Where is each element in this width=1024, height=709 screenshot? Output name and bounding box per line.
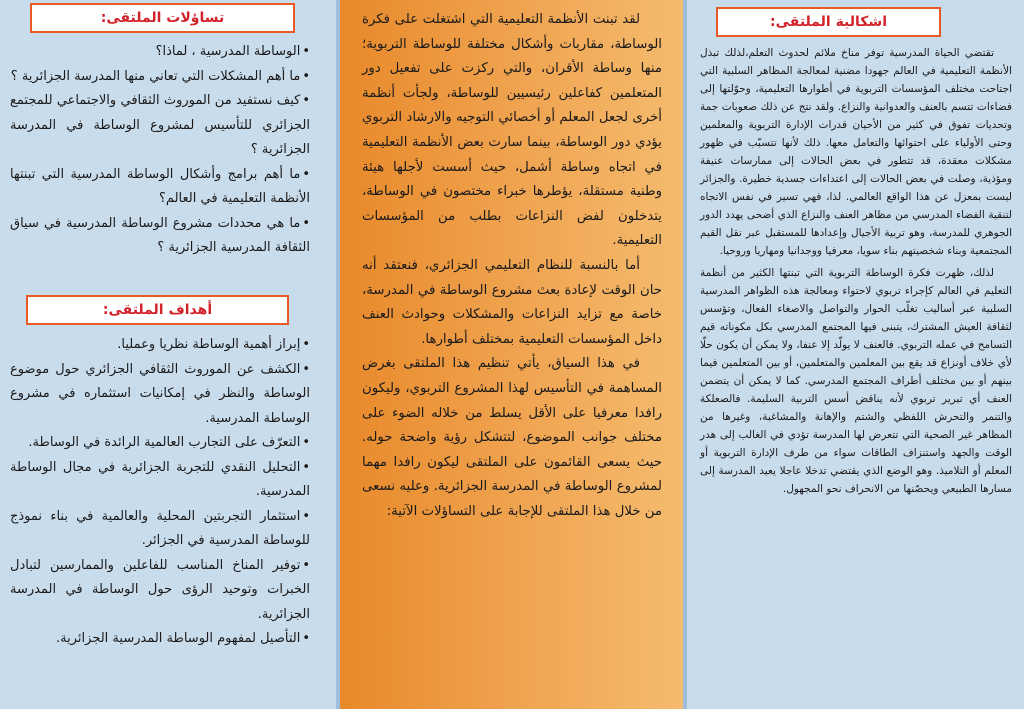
questions-title: تساؤلات الملتقى: [30,3,295,33]
goals-title: أهداف الملتقى: [26,295,289,325]
center-body [362,8,662,524]
center-paragraph: لقد تبنت الأنظمة التعليمية التي اشتغلت على فكرة الوساطة، مقاربات وأشكال مختلفة للوساطة التربوية؛ منها وساطة الأقران، والتي ركزت على تفعيل دور المتعلمين كفاعلين رئيسيين للوساطة، ولجأت أنظمة أخرى لجعل المعلم أو أخصائي التوجيه والارشاد التربوي يؤدي دور الوساطة، بينما سارت بعض الأنظمة التعليمية في اتجاه وساطة أشمل، حيث أسست لأجلها هيئة وطنية مستقلة، يؤطرها خبراء مختصون في الوساطة، يتدخلون لفض النزاعات بطلب من المؤسسات التعليمية. [362,12,662,249]
list-item: • كيف نستفيد من الموروث الثقافي والاجتماعي للمجتمع الجزائري للتأسيس لمشروع الوساطة في المدرسة الجزائرية ؟ [10,89,310,163]
problem-paragraph: لذلك، ظهرت فكرة الوساطة التربوية التي تبنتها الكثير من أنظمة التعليم في العالم كإجراء تربوي لاحتواء ومعالجة هذه الظواهر المدرسية السلبية عبر أساليب تغلّب الحوار والتواصل والاصغاء الفعال، وتؤسس لثقافة العيش المشترك، يتبنى فيها المجتمع المدرسي بكل مكوناته قيم التسامح في عمله التربوي. فالعنف لا يولّد إلا عنفا، ولا يمكن أن يكون حلّا لأي خلاف أونزاع قد يقع بين المعلمين والمتعلمين، أو بين المتعلمين فيما بينهم أو بين مختلف أطراف المجتمع المدرسي. كما لا يمكن أن يتضمن العنف أي تبرير تربوي لأنه يناقض أسس التربية السليمة. فالصعلكة والتنمر والتحرش اللفظي والشتم والإهانة والمشاغبة، وغيرها من المظاهر غير الصحية التي تتعرض لها المدرسة تؤدي في الغالب إلى هدر الوقت والجهد واستنزاف الطاقات سواء من طرف الإدارة التربوية أو المعلم أو التلاميذ. وهو الوضع الذي يقتضي تدخلا عاجلا يعيد المدرسة إلى مسارها الطبيعي ويحصّنها من الانحراف نحو المجهول. [700,267,1012,495]
list-item: • الوساطة المدرسية ، لماذا؟ [10,40,310,65]
list-item: • التأصيل لمفهوم الوساطة المدرسية الجزائرية. [10,627,310,652]
problem-title: اشكالية الملتقى: [716,7,941,37]
list-item: • ما أهم المشكلات التي تعاني منها المدرسة الجزائرية ؟ [10,65,310,90]
questions-list [10,40,310,261]
problem-body [700,44,1012,498]
list-item: • إبراز أهمية الوساطة نظريا وعمليا. [10,333,310,358]
list-item: • استثمار التجربتين المحلية والعالمية في بناء نموذج للوساطة المدرسية في الجزائر. [10,505,310,554]
center-paragraph: في هذا السياق، يأتي تنظيم هذا الملتقى بغرض المساهمة في التأسيس لهذا المشروع التربوي، وليكون رافدا معرفيا على الأقل يسلط من خلاله الضوء على مختلف جوانب الموضوع، لتتشكل رؤية واضحة حوله. حيث يسعى القائمون على الملتقى ليكون رافدا مهما لمشروع الوساطة في المدرسة الجزائرية. وعليه نسعى من خلال هذا الملتقى للإجابة على التساؤلات الآتية: [362,356,662,519]
center-paragraph: أما بالنسبة للنظام التعليمي الجزائري، فنعتقد أنه حان الوقت لإعادة بعث مشروع الوساطة في المدرسة، خاصة مع تزايد النزاعات والمشكلات وحوادث العنف داخل المؤسسات التعليمية بمختلف أطوارها. [362,257,662,347]
list-item: • توفير المناخ المناسب للفاعلين والممارسين لتبادل الخبرات وتوحيد الرؤى حول الوساطة في المدرسة الجزائرية. [10,554,310,628]
divider-right [683,0,687,709]
list-item: • التحليل النقدي للتجربة الجزائرية في مجال الوساطة المدرسية. [10,456,310,505]
goals-list [10,333,310,652]
list-item: • ما هي محددات مشروع الوساطة المدرسية في سياق الثقافة المدرسية الجزائرية ؟ [10,212,310,261]
list-item: • التعرّف على التجارب العالمية الرائدة في الوساطة. [10,431,310,456]
list-item: • الكشف عن الموروث الثقافي الجزائري حول موضوع الوساطة والنظر في إمكانيات استثماره في مشروع الوساطة المدرسية. [10,358,310,432]
problem-paragraph: تقتضي الحياة المدرسية توفر مناخ ملائم لحدوث التعلم،لذلك تبذل الأنظمة التعليمية في العالم جهودا مضنية لمعالجة المظاهر السلبية التي اجتاحت مختلف المؤسسات التربوية في أطوارها التعليمية، وحوّلتها إلى فضاءات تتسم بالعنف والعدوانية والنزاع. ولقد نتج عن ذلك صعوبات جمة وتحديات تفوق في كثير من الأحيان قدرات الإدارة التربوية والمعلمين وحتى الأولياء على احتوائها والتعامل معها. ذلك لأنها تتسبّب في ظهور مشكلات معقدة، قد تتطور في بعض الحالات إلى ممارسات عنيفة ومؤذية، وصلت في بعض الحالات إلى اعتداءات جسدية خطيرة. والجزائر ليست بمعزل عن هذا الواقع العالمي. لذا، فهي تسير في نفس الاتجاه لتنقية الفضاء المدرسي من مظاهر العنف والنزاع الذي أضحى يهدد الدور الجوهري للمدرسة، وهو تربية الأجيال وإعدادها للمستقبل عبر نقل القيم المجتمعية وبناء شخصيتهم بناء سويا، معرفيا ووجدانيا ومهاريا وروحيا. [700,47,1012,257]
list-item: • ما أهم برامج وأشكال الوساطة المدرسية التي تبنتها الأنظمة التعليمية في العالم؟ [10,163,310,212]
